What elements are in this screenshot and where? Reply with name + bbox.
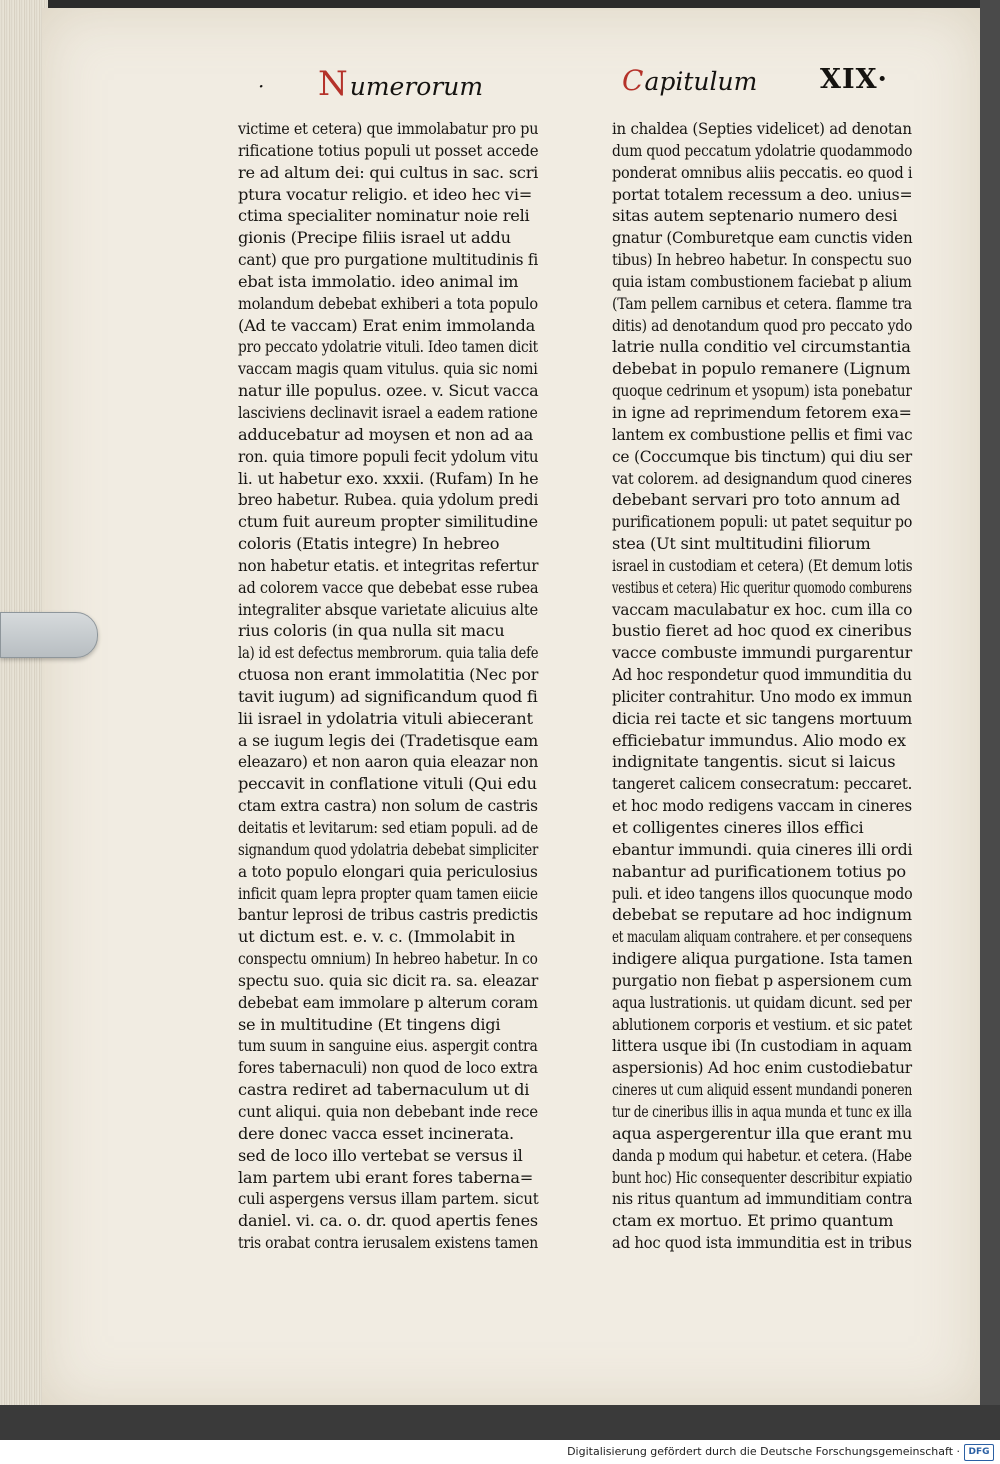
text-line: indignitate tangentis. sicut si laicus <box>612 752 896 772</box>
text-line: aqua aspergerentur illa que erant mu <box>612 1123 913 1143</box>
text-line: sed de loco illo vertebat se versus il <box>238 1145 523 1165</box>
text-line: coloris (Etatis integre) In hebreo <box>238 534 500 554</box>
text-line: quoque cedrinum et ysopum) ista ponebatur <box>612 381 912 401</box>
bookmark-clip <box>0 612 98 658</box>
text-line: spectu suo. quia sic dicit ra. sa. eleazar <box>238 970 539 990</box>
text-line: vat colorem. ad designandum quod cineres <box>612 468 912 488</box>
text-line: tur de cineribus illis in aqua munda et tunc ex illa <box>612 1101 912 1121</box>
text-line: lii israel in ydolatria vituli abiecerant <box>238 708 533 728</box>
text-line: tangeret calicem consecratum: peccaret. <box>612 774 913 794</box>
text-line: ut dictum est. e. v. c. (Immolabit in <box>238 927 516 947</box>
text-line: breo habetur. Rubea. quia ydolum predi <box>238 490 539 510</box>
text-line: non habetur etatis. et integritas refertur <box>238 555 539 575</box>
text-line: ctima specialiter nominatur noie reli <box>238 206 530 226</box>
text-line: dicia rei tacte et sic tangens mortuum <box>612 708 913 728</box>
text-line: peccavit in conflatione vituli (Qui edu <box>238 774 537 794</box>
header-dot: · <box>258 74 265 98</box>
text-line: quia istam combustionem faciebat p alium <box>612 271 912 291</box>
text-line: et maculam aliquam contrahere. et per consequens <box>612 927 913 947</box>
dfg-logo: DFG <box>964 1444 994 1461</box>
text-line: (Ad te vaccam) Erat enim immolanda <box>238 315 536 335</box>
text-column-right <box>612 118 912 1254</box>
text-line: molandum debebat exhiberi a tota populo <box>238 293 538 313</box>
text-line: ctam ex mortuo. Et primo quantum <box>612 1211 894 1231</box>
text-line: li. ut habetur exo. xxxii. (Rufam) In he <box>238 468 539 488</box>
text-line: vaccam magis quam vitulus. quia sic nomi <box>238 359 538 379</box>
text-line: latrie nulla conditio vel circumstantia <box>612 337 911 357</box>
book-bottom-edge <box>0 1405 1000 1440</box>
book-page-edges <box>0 0 48 1440</box>
text-line: littera usque ibi (In custodiam in aquam <box>612 1036 912 1056</box>
text-line: sitas autem septenario numero desi <box>612 206 898 226</box>
text-line: ctam extra castra) non solum de castris <box>238 796 538 816</box>
text-line: ponderat omnibus aliis peccatis. eo quod i <box>612 162 913 182</box>
text-line: ad hoc quod ista immunditia est in tribus <box>612 1233 912 1253</box>
text-line: puli. et ideo tangens illos quocunque modo <box>612 883 913 903</box>
text-line: rius coloris (in qua nulla sit macu <box>238 621 505 641</box>
text-line: debebat se reputare ad hoc indignum <box>612 905 912 925</box>
text-line: conspectu omnium) In hebreo habetur. In co <box>238 949 538 969</box>
text-line: purgatio non fiebat p aspersionem cum <box>612 970 912 990</box>
text-line: ebantur immundi. quia cineres illi ordi <box>612 839 913 859</box>
text-line: nis ritus quantum ad immunditiam contra <box>612 1189 913 1209</box>
folio-number: XIX· <box>820 64 888 95</box>
text-line: natur ille populus. ozee. v. Sicut vacca <box>238 381 539 401</box>
text-line: debebat in populo remanere (Lignum <box>612 359 911 379</box>
text-line: purificationem populi: ut patet sequitur po <box>612 512 913 532</box>
text-line: gionis (Precipe filiis israel ut addu <box>238 228 511 248</box>
running-head-right <box>622 64 757 97</box>
text-line: castra rediret ad tabernaculum ut di <box>238 1080 530 1100</box>
text-line: tavit iugum) ad significandum quod fi <box>238 686 538 706</box>
rubricated-initial: C <box>622 64 644 97</box>
text-line: lam partem ubi erant fores taberna= <box>238 1167 534 1187</box>
text-line: efficiebatur immundus. Alio modo ex <box>612 730 906 750</box>
text-line: lasciviens declinavit israel a eadem ratione <box>238 402 538 422</box>
text-line: victime et cetera) que immolabatur pro pu <box>238 119 539 138</box>
text-line: in igne ad reprimendum fetorem exa= <box>612 402 912 422</box>
text-line: ce (Coccumque bis tinctum) qui diu ser <box>612 446 912 466</box>
text-line: bantur leprosi de tribus castris predictis <box>238 905 538 925</box>
text-line: re ad altum dei: qui cultus in sac. scri <box>238 162 539 182</box>
text-line: cant) que pro purgatione multitudinis fi <box>238 250 539 270</box>
text-line: dum quod peccatum ydolatrie quodammodo <box>612 140 913 160</box>
text-line: se in multitudine (Et tingens digi <box>238 1014 501 1034</box>
text-column-left <box>238 118 538 1254</box>
text-line: nabantur ad purificationem totius po <box>612 861 906 881</box>
text-line: ad colorem vacce que debebat esse rubea <box>238 577 539 597</box>
text-line: tris orabat contra ierusalem existens tamen <box>238 1233 538 1253</box>
running-head-left-text: umerorum <box>349 72 484 101</box>
text-line: daniel. vi. ca. o. dr. quod apertis fenes <box>238 1211 538 1231</box>
text-line: tum suum in sanguine eius. aspergit contra <box>238 1036 538 1056</box>
text-line: rificatione totius populi ut posset accede <box>238 140 539 160</box>
text-line: bustio fieret ad hoc quod ex cineribus <box>612 621 912 641</box>
text-line: deitatis et levitarum: sed etiam populi. ad de <box>238 818 538 837</box>
running-head-right-text: apitulum <box>644 67 758 96</box>
text-line: dere donec vacca esset incinerata. <box>238 1123 514 1143</box>
text-line: in chaldea (Septies videlicet) ad denotan <box>612 119 912 138</box>
footer-bar <box>0 1440 1000 1464</box>
running-head-left <box>318 64 483 104</box>
text-line: bunt hoc) Hic consequenter describitur expiatio <box>612 1167 913 1187</box>
text-line: stea (Ut sint multitudini filiorum <box>612 534 871 554</box>
text-line: pro peccato ydolatrie vituli. Ideo tamen dicit <box>238 337 538 357</box>
text-line: indigere aliqua purgatione. Ista tamen <box>612 949 913 969</box>
text-line: israel in custodiam et cetera) (Et demum lotis <box>612 555 913 575</box>
text-line: ctum fuit aureum propter similitudine <box>238 512 538 532</box>
text-line: ditis) ad denotandum quod pro peccato ydo <box>612 315 913 335</box>
text-line: culi aspergens versus illam partem. sicut <box>238 1189 539 1209</box>
text-line: lantem ex combustione pellis et fimi vac <box>612 424 913 444</box>
text-line: et hoc modo redigens vaccam in cineres <box>612 796 912 816</box>
text-line: gnatur (Comburetque eam cunctis viden <box>612 228 913 248</box>
text-line: ron. quia timore populi fecit ydolum vitu <box>238 446 539 466</box>
text-line: inficit quam lepra propter quam tamen eiicie <box>238 883 538 903</box>
rubricated-initial: N <box>318 64 348 104</box>
text-line: (Tam pellem carnibus et cetera. flamme tra <box>612 293 912 313</box>
text-line: adducebatur ad moysen et non ad aa <box>238 424 534 444</box>
text-line: la) id est defectus membrorum. quia talia defe <box>238 643 539 663</box>
book-spine-shadow <box>980 0 1000 1440</box>
text-line: debebat eam immolare p alterum coram <box>238 992 538 1012</box>
text-line: a se iugum legis dei (Tradetisque eam <box>238 730 539 750</box>
funding-notice: Digitalisierung gefördert durch die Deutsche Forschungsgemeinschaft · <box>567 1445 960 1458</box>
text-line: debebant servari pro toto annum ad <box>612 490 901 510</box>
text-line: a toto populo elongari quia periculosius <box>238 861 538 881</box>
text-line: aqua lustrationis. ut quidam dicunt. sed per <box>612 992 912 1012</box>
text-line: eleazaro) et non aaron quia eleazar non <box>238 752 539 772</box>
text-line: aspersionis) Ad hoc enim custodiebatur <box>612 1058 912 1078</box>
text-line: vacce combuste immundi purgarentur <box>612 643 913 663</box>
text-line: cineres ut cum aliquid essent mundandi poneren <box>612 1080 913 1100</box>
text-line: integraliter absque varietate alicuius alte <box>238 599 538 619</box>
text-line: ptura vocatur religio. et ideo hec vi= <box>238 184 533 204</box>
text-line: Ad hoc respondetur quod immunditia du <box>612 665 912 685</box>
text-line: portat totalem recessum a deo. unius= <box>612 184 913 204</box>
text-line: ablutionem corporis et vestium. et sic patet <box>612 1014 913 1034</box>
text-line: vaccam maculabatur ex hoc. cum illa co <box>612 599 913 619</box>
text-line: tibus) In hebreo habetur. In conspectu suo <box>612 250 912 270</box>
text-line: pliciter contrahitur. Uno modo ex immun <box>612 686 912 706</box>
text-line: ctuosa non erant immolatitia (Nec por <box>238 665 539 685</box>
text-line: fores tabernaculi) non quod de loco extra <box>238 1058 538 1078</box>
text-line: signandum quod ydolatria debebat simpliciter <box>238 839 539 859</box>
text-line: cunt aliqui. quia non debebant inde rece <box>238 1101 538 1121</box>
text-line: vestibus et cetera) Hic queritur quomodo comburens <box>612 577 912 597</box>
text-line: ebat ista immolatio. ideo animal im <box>238 271 519 291</box>
text-line: danda p modum qui habetur. et cetera. (Habe <box>612 1145 912 1165</box>
text-line: et colligentes cineres illos effici <box>612 818 864 837</box>
